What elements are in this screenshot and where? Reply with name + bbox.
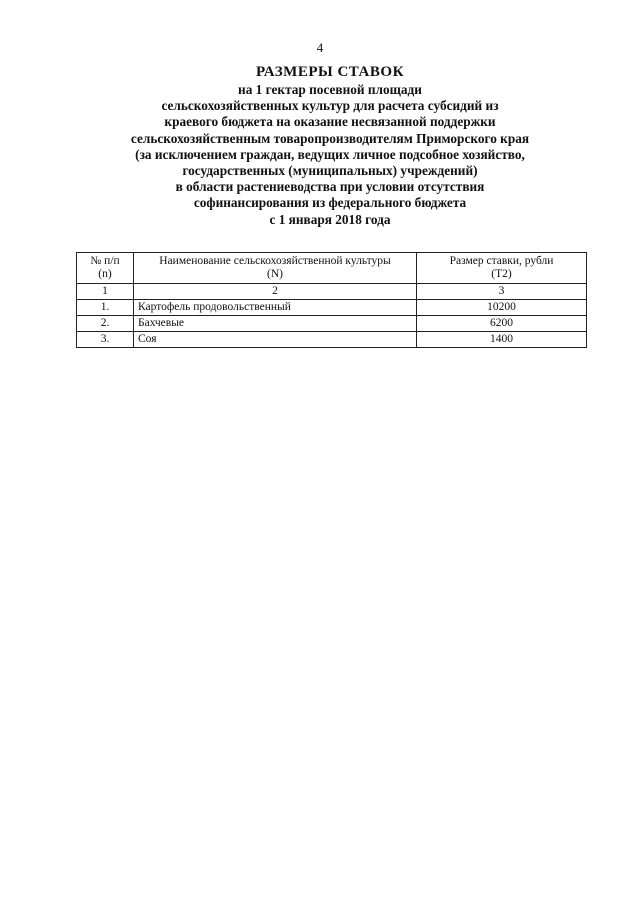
document-heading bbox=[60, 63, 600, 228]
row-name: Картофель продовольственный bbox=[134, 300, 417, 316]
heading-line: с 1 января 2018 года bbox=[269, 211, 391, 227]
header-name bbox=[134, 253, 417, 284]
header-name-label: Наименование сельскохозяйственной культуры bbox=[159, 255, 391, 267]
row-rate: 10200 bbox=[417, 300, 587, 316]
header-num bbox=[77, 253, 134, 284]
heading-line: сельскохозяйственных культур для расчета субсидий из bbox=[161, 98, 499, 114]
heading-line: сельскохозяйственным товаропроизводителям Приморского края bbox=[130, 130, 530, 146]
header-rate-sub: (T2) bbox=[491, 268, 512, 280]
heading-line: в области растениеводства при условии отсутствия bbox=[175, 179, 485, 195]
heading-line: государственных (муниципальных) учреждений) bbox=[182, 163, 478, 179]
heading-line: на 1 гектар посевной площади bbox=[238, 82, 422, 97]
row-num: 3. bbox=[77, 332, 134, 348]
row-name: Бахчевые bbox=[134, 316, 417, 332]
row-name: Соя bbox=[134, 332, 417, 348]
row-rate: 1400 bbox=[417, 332, 587, 348]
row-rate: 6200 bbox=[417, 316, 587, 332]
heading-line: софинансирования из федерального бюджета bbox=[193, 195, 467, 211]
header-name-sub: (N) bbox=[267, 268, 283, 280]
table-header-row bbox=[77, 253, 587, 284]
header-rate-label: Размер ставки, рубли bbox=[449, 255, 554, 267]
heading-line: (за исключением граждан, ведущих личное подсобное хозяйство, bbox=[135, 146, 525, 162]
page-number: 4 bbox=[316, 40, 324, 55]
index-cell: 3 bbox=[417, 284, 587, 300]
table-row bbox=[77, 316, 587, 332]
header-num-label: № п/п bbox=[90, 255, 120, 267]
table-index-row bbox=[77, 284, 587, 300]
rates-table bbox=[76, 252, 587, 348]
heading-line: краевого бюджета на оказание несвязанной поддержки bbox=[164, 114, 496, 130]
table-row bbox=[77, 332, 587, 348]
header-rate bbox=[417, 253, 587, 284]
table-row bbox=[77, 300, 587, 316]
index-cell: 1 bbox=[77, 284, 134, 300]
row-num: 1. bbox=[77, 300, 134, 316]
header-num-sub: (n) bbox=[98, 268, 112, 280]
heading-title: РАЗМЕРЫ СТАВОК bbox=[256, 64, 404, 80]
row-num: 2. bbox=[77, 316, 134, 332]
index-cell: 2 bbox=[134, 284, 417, 300]
